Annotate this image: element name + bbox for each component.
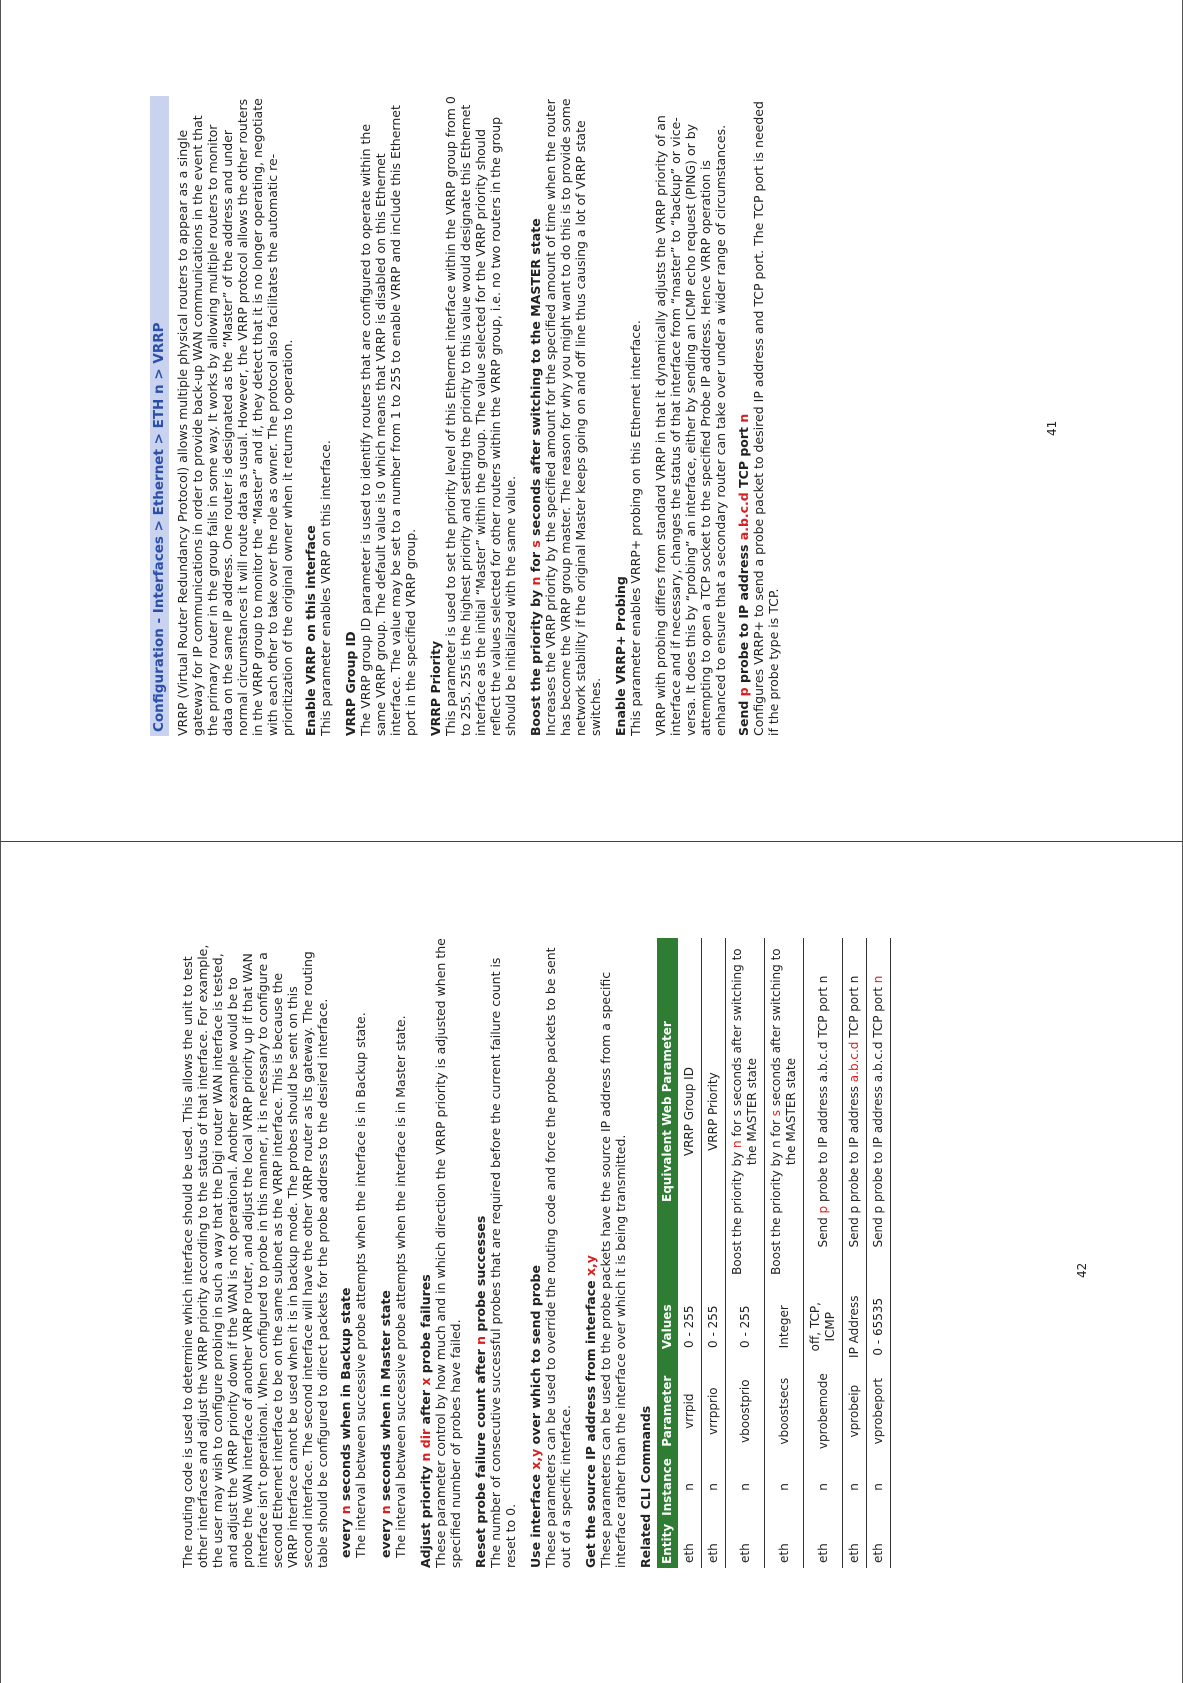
- table-row: [678, 938, 702, 1568]
- priority-text: This parameter is used to set the priority level of this Ethernet interface within the VRRP group from 0 to 255. 255 is the highest priority and setting the priority to this value would designate this Ethernet interface as the initial “Master” within the group. The value selected for the VRRP priority should reflect the values selected for other routers within the VRRP group, i.e. no two routers in the group should be initialized with the same value.: [443, 96, 518, 736]
- web-part: probe to IP address a.b.c.d TCP port n: [815, 975, 830, 1206]
- adjust-text: These parameter control by how much and in which direction the VRRP priority is adjusted when the specified number of probes have failed.: [433, 938, 463, 1568]
- header-instance: Instance: [657, 1454, 678, 1520]
- group-id-heading: VRRP Group ID: [343, 631, 358, 736]
- cell-entity: eth: [867, 1520, 891, 1568]
- header-web-parameter: Equivalent Web Parameter: [657, 938, 678, 1285]
- cell-values: Integer: [765, 1285, 804, 1368]
- adjust-heading-dir: dir: [418, 1428, 433, 1449]
- web-part: Boost the priority by: [730, 1147, 744, 1275]
- table-row: [702, 938, 726, 1568]
- enable-vrrp-text: This parameter enables VRRP on this interface.: [318, 440, 333, 736]
- adjust-heading: [418, 938, 433, 1568]
- cell-instance: n: [678, 1454, 702, 1520]
- boost-heading-part: Boost the priority by: [528, 585, 543, 736]
- use-heading-part: over which to send probe: [528, 1265, 543, 1449]
- reset-heading: [473, 938, 488, 1568]
- cell-instance: n: [702, 1454, 726, 1520]
- page-number: 42: [1075, 1262, 1089, 1278]
- group-id-block: [343, 96, 418, 736]
- cell-web: [765, 938, 804, 1285]
- related-cli-heading: Related CLI Commands: [638, 1405, 653, 1568]
- web-part: Send p probe to IP address a.b.c.d TCP port: [871, 983, 885, 1248]
- web-part: Send: [815, 1213, 830, 1248]
- boost-heading: [528, 96, 543, 736]
- boost-heading-s: s: [528, 540, 543, 548]
- send-probe-block: [736, 96, 781, 736]
- backup-text: The interval between successive probe attempts when the interface is in Backup state.: [353, 1012, 368, 1558]
- use-interface-block: [528, 938, 573, 1568]
- table-row: [867, 938, 891, 1568]
- header-parameter: Parameter: [657, 1368, 678, 1454]
- page-number: 41: [1045, 420, 1059, 436]
- page-41-content: [150, 96, 791, 736]
- boost-heading-part: for: [528, 547, 543, 577]
- send-heading-n: n: [736, 413, 751, 423]
- table-row: [843, 938, 867, 1568]
- send-heading-part: probe to IP address: [736, 540, 751, 688]
- use-heading-part: Use interface: [528, 1469, 543, 1568]
- reset-block: [473, 938, 518, 1568]
- backup-heading-part: seconds when in Backup state: [338, 1287, 353, 1506]
- backup-heading-part: every: [338, 1514, 353, 1558]
- cell-entity: eth: [765, 1520, 804, 1568]
- reset-text: The number of consecutive successful probes that are required before the current failure count is reset to 0.: [488, 957, 518, 1568]
- source-ip-block: [583, 938, 628, 1568]
- master-text: The interval between successive probe attempts when the interface is in Master state.: [393, 1015, 408, 1558]
- header-entity: Entity: [657, 1520, 678, 1568]
- reset-heading-part: Reset probe failure count after: [473, 1344, 488, 1568]
- cell-parameter: vboostsecs: [765, 1368, 804, 1454]
- cell-web: VRRP Group ID: [678, 938, 702, 1285]
- probing-heading: Enable VRRP+ Probing: [613, 576, 628, 736]
- cell-parameter: vboostprio: [726, 1368, 765, 1454]
- send-heading-part: Send: [736, 696, 751, 736]
- page-42: [0, 842, 1183, 1683]
- table-row: [726, 938, 765, 1568]
- page-42-rotated: [0, 842, 1183, 1683]
- master-heading-part: seconds when in Master state: [378, 1290, 393, 1506]
- cli-commands-table: [657, 938, 891, 1568]
- cell-values: off, TCP, ICMP: [804, 1285, 843, 1368]
- cell-instance: n: [804, 1454, 843, 1520]
- enable-vrrp-block: [303, 96, 333, 736]
- cell-values: 0 - 255: [726, 1285, 765, 1368]
- adjust-heading-part: after: [418, 1385, 433, 1429]
- use-heading-xy: x,y: [528, 1448, 543, 1470]
- vrrp-intro: VRRP (Virtual Router Redundancy Protocol) allows multiple physical routers to appear as a single gateway for IP communications in order to provide back-up WAN communications in the event that the primary router in the group fails in some way. It works by allowing multiple routers to monitor data on the same IP address. One router is designated as the “Master” of the address and under normal circumstances it will route data as usual. However, the VRRP protocol allows the other routers in the VRRP group to monitor the “Master” and if, they detect that it is no longer operating, negotiate with each other to take over the role as owner. The protocol also facilitates the automatic re-prioritization of the original owner when it returns to operation.: [175, 98, 295, 736]
- cell-parameter: vrrpid: [678, 1368, 702, 1454]
- cell-instance: n: [726, 1454, 765, 1520]
- cell-values: 0 - 65535: [867, 1285, 891, 1368]
- master-block: [378, 938, 408, 1558]
- web-part: Send p probe to IP address: [847, 1082, 861, 1248]
- page-42-content: [180, 938, 891, 1568]
- cell-entity: eth: [678, 1520, 702, 1568]
- header-values: Values: [657, 1285, 678, 1368]
- boost-heading-part: seconds after switching to the MASTER state: [528, 218, 543, 541]
- routing-text: The routing code is used to determine which interface should be used. This allows the unit to test other interfaces and adjust the VRRP priority according to the status of that interface. For example, the user may wish to configure probing in such a way that the Digi router WAN interface is tested, and adjust the VRRP priority down if the WAN is not operational. Another example would be to probe the WAN interface of another VRRP router, and adjust the local VRRP priority up if that WAN interface isn’t operational. When configured to probe in this manner, it is necessary to configure a second Ethernet interface to be on the same subnet as the VRRP interface. This is because the VRRP interface cannot be used when it is in backup mode. The probes should be sent on this second interface. The second interface will have the other VRRP router as its gateway. The routing table should be configured to direct packets for the probe address to the desired interface.: [180, 944, 330, 1568]
- adjust-heading-x: x: [418, 1377, 433, 1386]
- source-ip-heading: [583, 938, 598, 1568]
- master-heading-part: every: [378, 1514, 393, 1558]
- group-id-text: The VRRP group ID parameter is used to identify routers that are configured to operate within the same VRRP group. The default value is 0 which means that VRRP is disabled on this Ethernet interface. The value may be set to a number from 1 to 255 to enable VRRP and include this Ethernet port in the specified VRRP group.: [358, 105, 418, 736]
- use-interface-text: These parameters can be used to override the routing code and force the probe packets to be sent out of a specific interface.: [543, 947, 573, 1568]
- source-heading-xy: x,y: [583, 1255, 598, 1277]
- cell-entity: eth: [702, 1520, 726, 1568]
- cell-web: [843, 938, 867, 1285]
- cell-entity: eth: [843, 1520, 867, 1568]
- priority-heading: VRRP Priority: [428, 640, 443, 736]
- table-header-row: [657, 938, 678, 1568]
- web-part: Boost the priority by n for: [769, 1116, 783, 1275]
- cell-entity: eth: [804, 1520, 843, 1568]
- adjust-heading-n: n: [418, 1452, 433, 1462]
- cell-parameter: vrrpprio: [702, 1368, 726, 1454]
- table-row: [765, 938, 804, 1568]
- reset-heading-part: probe successes: [473, 1215, 488, 1336]
- priority-block: [428, 96, 518, 736]
- adjust-heading-part: probe failures: [418, 1274, 433, 1378]
- cell-values: 0 - 255: [678, 1285, 702, 1368]
- send-heading-part: TCP port: [736, 422, 751, 493]
- boost-text: Increases the VRRP priority by the specified amount for the specified amount of time when the router has become the VRRP group master. The reason for why you might want to do this is to provide some network stability if the original Master keeps going on and off line thus causing a lot of VRRP state switches.: [543, 98, 603, 736]
- cell-parameter: vprobeport: [867, 1368, 891, 1454]
- enable-vrrp-heading: Enable VRRP on this interface: [303, 525, 318, 736]
- probing-detail: VRRP with probing differs from standard VRRP in that it dynamically adjusts the VRRP priority of an interface and if necessary, changes the status of that interface from “master” to “backup” or vice-versa. It does this by “probing” an interface, either by sending an ICMP echo request (PING) or by attempting to open a TCP socket to the specified Probe IP address. Hence VRRP operation is enhanced to ensure that a secondary router can take over under a wider range of circumstances.: [653, 115, 728, 736]
- cell-web: VRRP Priority: [702, 938, 726, 1285]
- send-heading-ip: a.b.c.d: [736, 492, 751, 541]
- boost-block: [528, 96, 603, 736]
- master-heading-n: n: [378, 1505, 393, 1515]
- cell-web: [804, 938, 843, 1285]
- cell-parameter: vprobeip: [843, 1368, 867, 1454]
- web-highlight: s: [769, 1109, 783, 1117]
- use-interface-heading: [528, 938, 543, 1568]
- cell-instance: n: [765, 1454, 804, 1520]
- web-part: seconds after switching to the MASTER state: [769, 948, 798, 1166]
- cell-web: [726, 938, 765, 1285]
- probing-block: [613, 96, 643, 736]
- page-41-rotated: [0, 0, 1183, 841]
- cell-instance: n: [867, 1454, 891, 1520]
- web-part: TCP port n: [847, 975, 861, 1042]
- page-41: [0, 0, 1183, 841]
- cell-values: IP Address: [843, 1285, 867, 1368]
- cell-instance: n: [843, 1454, 867, 1520]
- cell-parameter: vprobemode: [804, 1368, 843, 1454]
- web-part: for s seconds after switching to the MASTER state: [730, 948, 759, 1166]
- cell-values: 0 - 255: [702, 1285, 726, 1368]
- send-probe-heading: [736, 96, 751, 736]
- send-heading-p: p: [736, 687, 751, 697]
- cell-entity: eth: [726, 1520, 765, 1568]
- web-highlight: a.b.c.d: [847, 1041, 861, 1083]
- adjust-block: [418, 938, 463, 1568]
- adjust-heading-part: Adjust priority: [418, 1461, 433, 1568]
- section-title: Configuration - Interfaces > Ethernet > ETH n > VRRP: [150, 96, 169, 736]
- backup-heading-n: n: [338, 1505, 353, 1515]
- probing-text: This parameter enables VRRP+ probing on this Ethernet interface.: [628, 320, 643, 736]
- source-heading-part: Get the source IP address from interface: [583, 1276, 598, 1568]
- web-highlight: n: [871, 975, 885, 984]
- boost-heading-n: n: [528, 576, 543, 586]
- cell-web: [867, 938, 891, 1285]
- table-row: [804, 938, 843, 1568]
- web-highlight: n: [730, 1140, 744, 1148]
- backup-heading: [338, 938, 353, 1558]
- web-highlight: p: [815, 1205, 830, 1214]
- backup-block: [338, 938, 368, 1558]
- reset-heading-n: n: [473, 1335, 488, 1345]
- master-heading: [378, 938, 393, 1558]
- send-probe-text: Configures VRRP+ to send a probe packet to desired IP address and TCP port. The TCP port is needed if the probe type is TCP.: [751, 101, 781, 736]
- source-ip-text: These parameters can be used to the probe packets have the source IP address from a specific interface rather than the interface over which it is being transmitted.: [598, 971, 628, 1568]
